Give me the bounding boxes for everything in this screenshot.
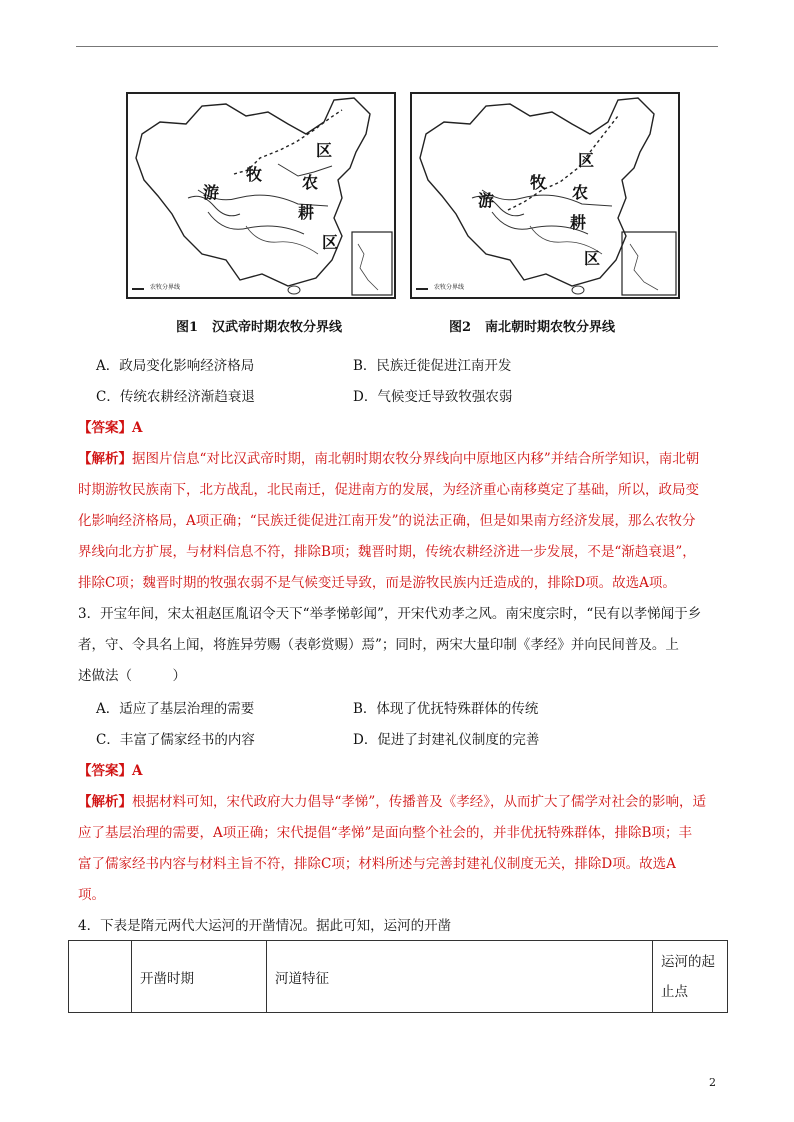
map-label: 游	[478, 191, 495, 210]
analysis-label: 【解析】	[78, 451, 132, 467]
analysis-text: 据图片信息“对比汉武帝时期，南北朝时期农牧分界线向中原地区内移”并结合所学知识，南北朝	[132, 451, 700, 467]
q2-option-a: A．政局变化影响经济格局	[96, 358, 255, 374]
q2-analysis-line: 化影响经济格局，A项正确；“民族迁徙促进江南开发”的说法正确，但是如果南方经济发展，那么农牧分	[78, 513, 696, 529]
q3-analysis-line: 富了儒家经书内容与材料主旨不符，排除C项；材料所述与完善封建礼仪制度无关，排除D项。故选A	[78, 856, 676, 872]
table-header-cell	[69, 941, 132, 1013]
table-header-cell: 运河的起止点	[653, 941, 728, 1013]
q2-option-c: C．传统农耕经济渐趋衰退	[96, 389, 255, 405]
china-map-drawing	[412, 94, 678, 297]
caption-label: 图1	[176, 320, 199, 335]
page-number: 2	[709, 1076, 716, 1089]
china-map-drawing	[128, 94, 394, 297]
caption-text: 汉武帝时期农牧分界线	[212, 320, 343, 335]
q3-option-d: D．促进了封建礼仪制度的完善	[353, 732, 540, 748]
q2-analysis-line	[78, 447, 699, 467]
table-header-cell: 开凿时期	[132, 941, 267, 1013]
analysis-label: 【解析】	[78, 794, 132, 810]
map-legend: 农牧分界线	[150, 284, 181, 291]
q3-option-a: A．适应了基层治理的需要	[96, 701, 255, 717]
q2-option-d: D．气候变迁导致牧强农弱	[353, 389, 513, 405]
q3-analysis-line	[78, 790, 706, 810]
caption-label: 图2	[449, 320, 472, 335]
q2-analysis-line: 排除C项；魏晋时期的牧强农弱不是气候变迁导致，而是游牧民族内迁造成的，排除D项。故选A项。	[78, 575, 676, 591]
canal-table	[68, 940, 728, 1013]
q2-answer: 【答案】A	[78, 420, 143, 436]
q3-analysis-line: 应了基层治理的需要，A项正确；宋代提倡“孝悌”是面向整个社会的，并非优抚特殊群体，排除B项；丰	[78, 825, 692, 841]
q3-answer: 【答案】A	[78, 763, 143, 779]
q3-stem-line: 3．开宝年间，宋太祖赵匡胤诏令天下“举孝悌彰闻”，开宋代劝孝之风。南宋度宗时，“民有以孝悌闻于乡	[78, 606, 702, 622]
map-label: 牧	[530, 173, 547, 192]
header-rule	[76, 46, 718, 47]
figure-2-map	[410, 92, 680, 299]
map-label: 区	[584, 249, 601, 268]
q3-option-b: B．体现了优抚特殊群体的传统	[353, 701, 539, 717]
q3-analysis-line: 项。	[78, 887, 105, 903]
q3-option-c: C．丰富了儒家经书的内容	[96, 732, 255, 748]
map-label: 耕	[298, 203, 315, 222]
map-label: 牧	[246, 165, 263, 184]
map-legend: 农牧分界线	[434, 284, 465, 291]
figure-2-caption	[449, 316, 615, 335]
map-label: 区	[322, 233, 339, 252]
analysis-text: 根据材料可知，宋代政府大力倡导“孝悌”，传播普及《孝经》，从而扩大了儒学对社会的影响，适	[132, 794, 707, 810]
map-label: 游	[203, 183, 220, 202]
map-label: 农	[572, 183, 589, 202]
q2-option-b: B．民族迁徙促进江南开发	[353, 358, 512, 374]
q2-analysis-line: 界线向北方扩展，与材料信息不符，排除B项；魏晋时期，传统农耕经济进一步发展，不是“渐趋衰退”，	[78, 544, 696, 560]
figure-1-caption	[176, 316, 342, 335]
table-header-cell: 河道特征	[267, 941, 653, 1013]
map-label: 农	[302, 173, 319, 192]
map-label: 区	[316, 141, 333, 160]
figure-1-map	[126, 92, 396, 299]
caption-text: 南北朝时期农牧分界线	[485, 320, 616, 335]
table-header-row	[69, 941, 728, 1013]
q3-stem-line: 者，守、令具名上闻，将旌异劳赐（表彰赏赐）焉”；同时，两宋大量印制《孝经》并向民间普及。上	[78, 637, 679, 653]
map-label: 区	[578, 151, 595, 170]
q2-analysis-line: 时期游牧民族南下，北方战乱，北民南迁，促进南方的发展，为经济重心南移奠定了基础，所以，政局变	[78, 482, 699, 498]
map-label: 耕	[570, 213, 587, 232]
q3-stem-line: 述做法（ ）	[78, 668, 186, 684]
q4-stem: 4．下表是隋元两代大运河的开凿情况。据此可知，运河的开凿	[78, 918, 452, 934]
